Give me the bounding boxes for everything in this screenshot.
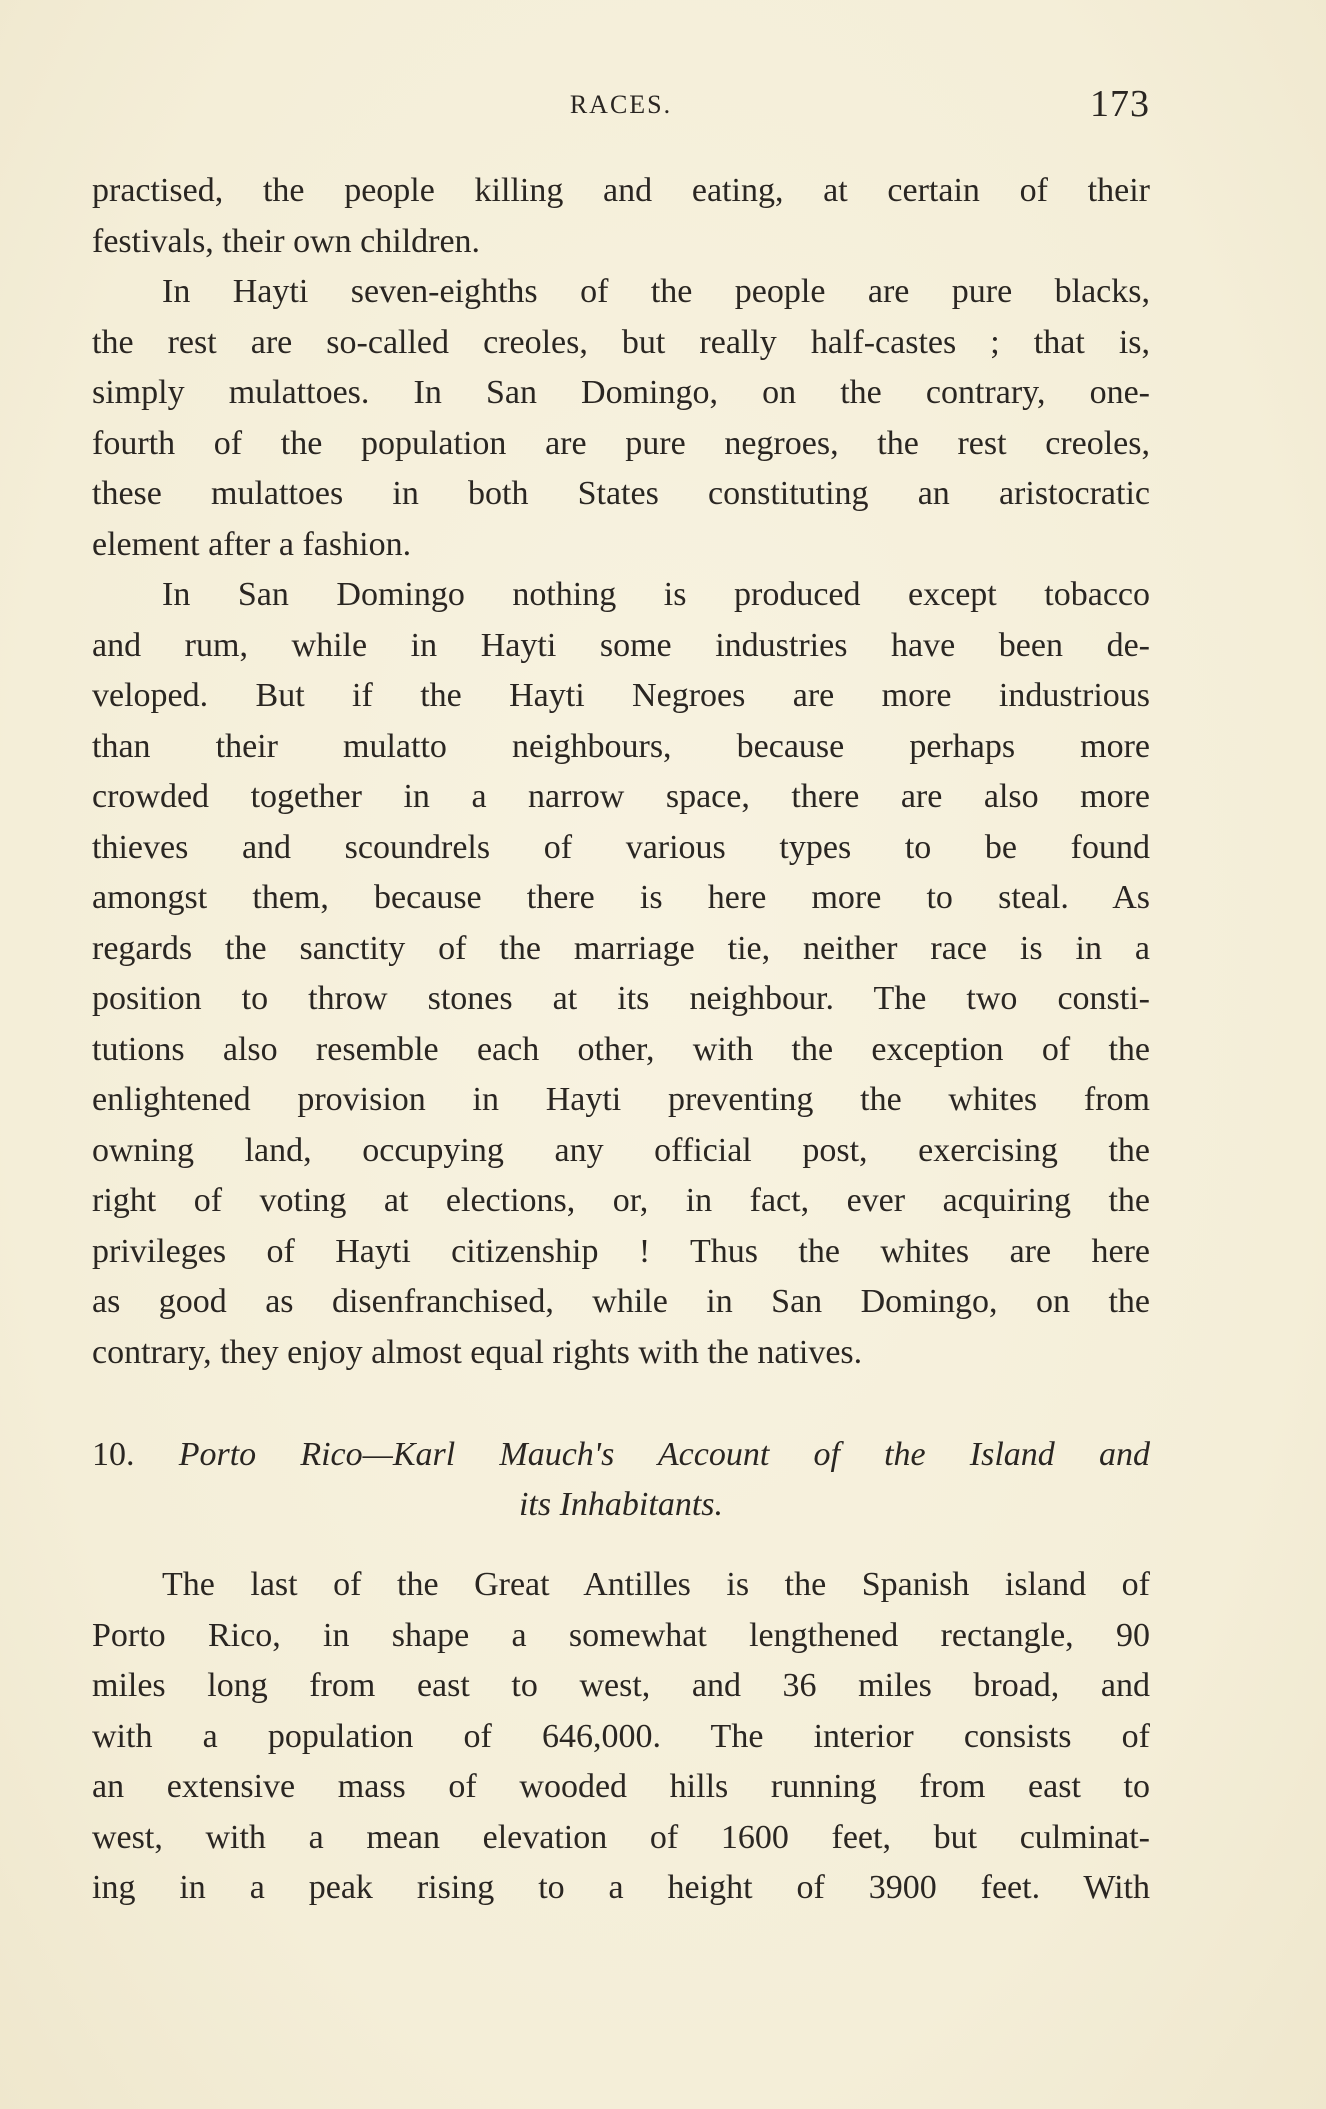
text-line: west, with a mean elevation of 1600 feet, but culminat- [92,1818,1150,1856]
page-header [92,82,1150,132]
text-line: right of voting at elections, or, in fact, ever acquiring the [92,1182,1150,1219]
page-number: 173 [1090,83,1150,125]
text-line: In San Domingo nothing is produced except tobacco [162,576,1150,613]
text-line: thieves and scoundrels of various types to be found [92,828,1150,866]
text-line: fourth of the population are pure negroes, the rest creoles, [92,424,1150,462]
text-line: and rum, while in Hayti some industries have been de- [92,626,1150,664]
text-line: crowded together in a narrow space, there are also more [92,778,1150,815]
text-line: In Hayti seven-eighths of the people are pure blacks, [162,273,1150,310]
text-line: Porto Rico, in shape a somewhat lengthened rectangle, 90 [92,1616,1150,1654]
text-line: ing in a peak rising to a height of 3900 feet. With [92,1869,1150,1906]
text-line: as good as disenfranchised, while in San Domingo, on the [92,1283,1150,1320]
paragraph-continuation [92,166,1150,267]
text-line: an extensive mass of wooded hills running from east to [92,1768,1150,1805]
paragraph-san-domingo [92,570,1150,1378]
section-heading [92,1430,1150,1530]
text-line: festivals, their own children. [92,222,481,260]
text-line: practised, the people killing and eating, at certain of their [92,172,1150,209]
section-title: Porto Rico—Karl Mauch's Account of the Island and [178,1436,1150,1473]
text-line: privileges of Hayti citizenship ! Thus the whites are here [92,1232,1150,1270]
text-line: contrary, they enjoy almost equal rights with the natives. [92,1333,863,1371]
section-number: 10. [92,1436,135,1473]
section-heading-line [92,1430,1150,1480]
text-line: tutions also resemble each other, with the exception of the [92,1030,1150,1068]
paragraph-porto-rico [92,1560,1150,1914]
text-line: amongst them, because there is here more to steal. As [92,879,1150,916]
section-title-continuation: its Inhabitants. [518,1486,724,1523]
paragraph-hayti-population [92,267,1150,570]
text-line: element after a fashion. [92,525,412,563]
text-line: The last of the Great Antilles is the Spanish island of [162,1566,1150,1603]
running-title: RACES. [569,90,673,119]
text-line: these mulattoes in both States constituting an aristocratic [92,475,1150,512]
text-line: miles long from east to west, and 36 miles broad, and [92,1667,1150,1704]
text-line: veloped. But if the Hayti Negroes are more industrious [92,677,1150,714]
text-line: position to throw stones at its neighbour. The two consti- [92,980,1150,1017]
text-line: enlightened provision in Hayti preventing the whites from [92,1081,1150,1118]
text-line: regards the sanctity of the marriage tie, neither race is in a [92,929,1150,967]
text-line: simply mulattoes. In San Domingo, on the contrary, one- [92,374,1150,411]
text-line: than their mulatto neighbours, because perhaps more [92,727,1150,765]
text-line: the rest are so-called creoles, but really half-castes ; that is, [92,323,1150,361]
text-line: owning land, occupying any official post, exercising the [92,1131,1150,1169]
body-text [92,166,1150,1914]
text-line: with a population of 646,000. The interior consists of [92,1717,1150,1755]
